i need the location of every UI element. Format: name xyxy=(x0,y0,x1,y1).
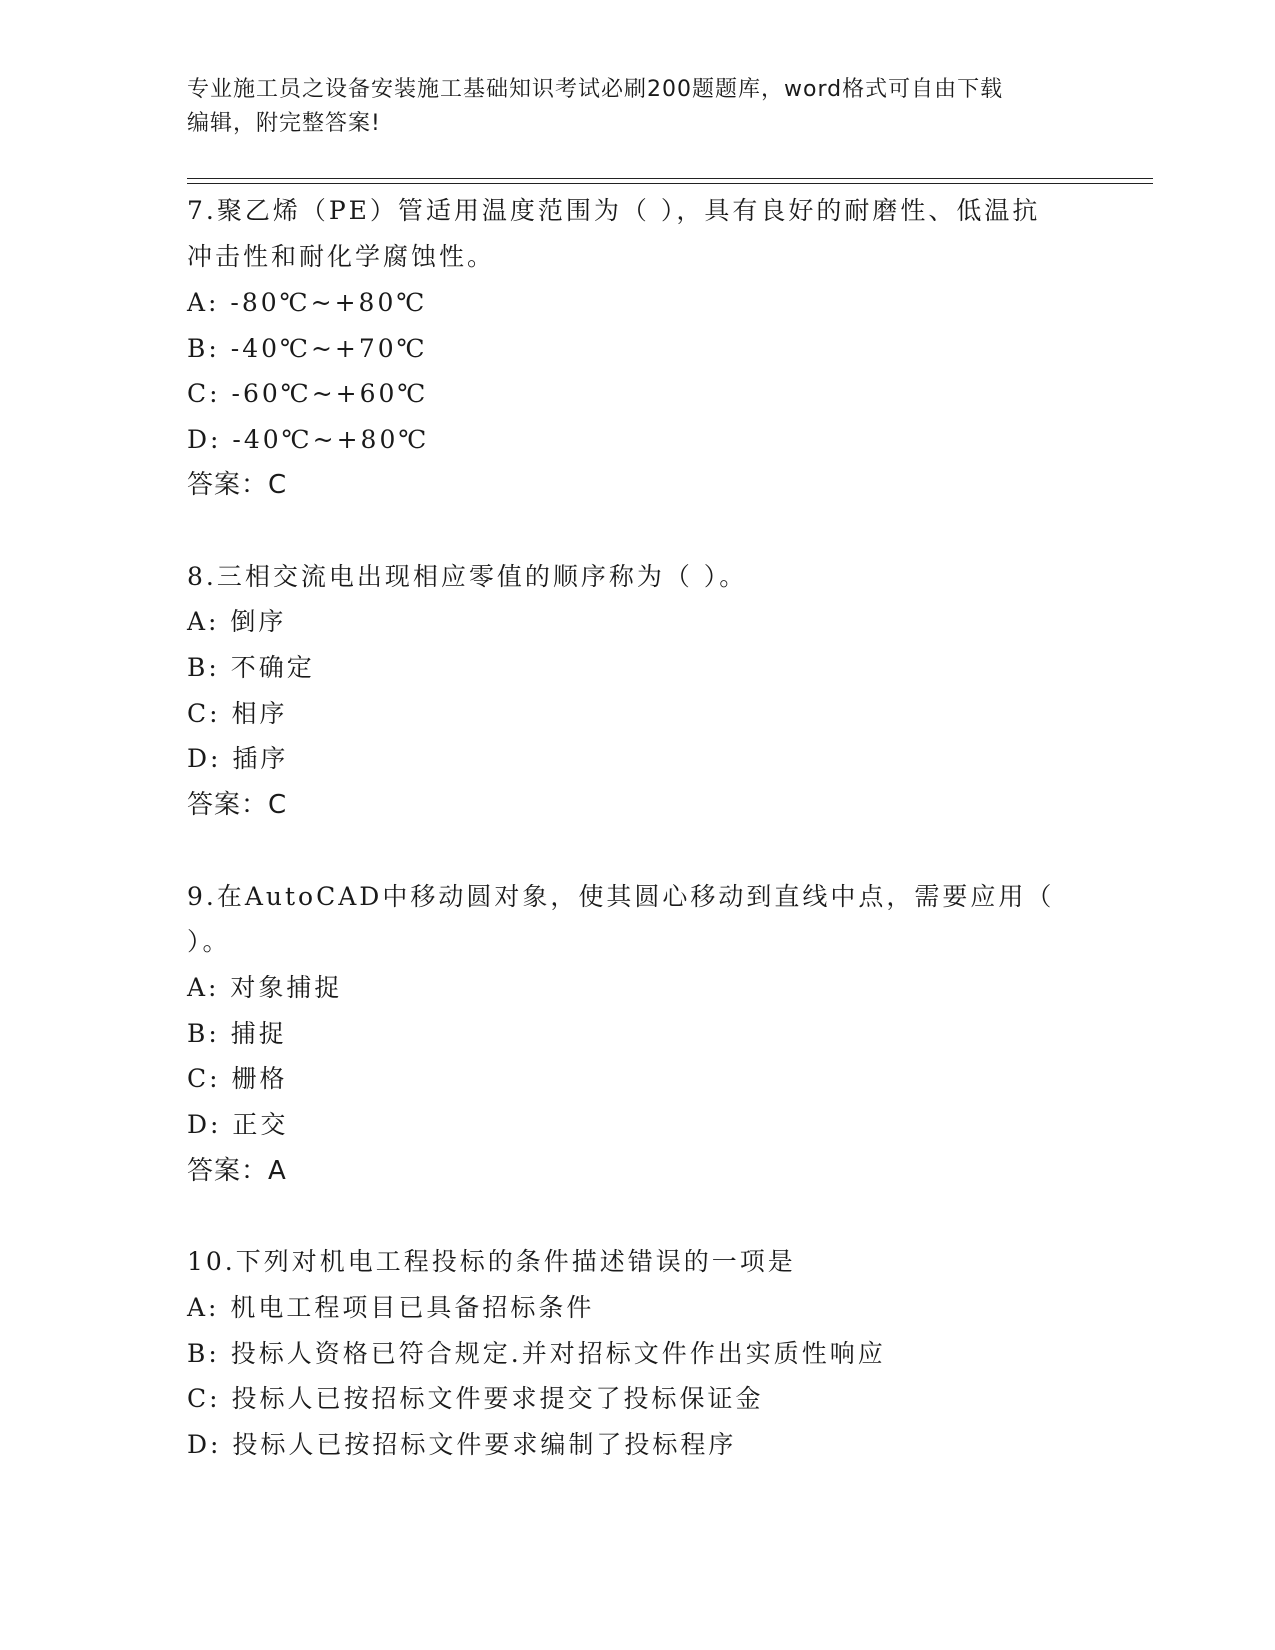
question-7-option-c: C: -60℃~+60℃ xyxy=(187,379,429,408)
header-divider-bottom xyxy=(187,183,1153,184)
question-7-answer: 答案：C xyxy=(187,470,288,500)
question-10-option-a: A: 机电工程项目已具备招标条件 xyxy=(187,1293,595,1322)
question-9-option-c: C: 栅格 xyxy=(187,1064,288,1093)
question-9-option-d: D: 正交 xyxy=(187,1110,289,1139)
question-10-stem: 10.下列对机电工程投标的条件描述错误的一项是 xyxy=(187,1247,796,1276)
header-divider-top xyxy=(187,178,1153,179)
question-9-answer: 答案：A xyxy=(187,1156,287,1186)
question-7-stem-line-1: 7.聚乙烯（PE）管适用温度范围为（ ），具有良好的耐磨性、低温抗 xyxy=(187,196,1041,225)
question-8-stem: 8.三相交流电出现相应零值的顺序称为（ ）。 xyxy=(187,562,748,591)
question-8-option-b: B: 不确定 xyxy=(187,653,315,682)
question-8-option-d: D: 插序 xyxy=(187,744,289,773)
question-8-option-c: C: 相序 xyxy=(187,699,288,728)
question-7-option-d: D: -40℃~+80℃ xyxy=(187,425,430,454)
question-7-option-a: A: -80℃~+80℃ xyxy=(187,288,428,317)
question-7-stem-line-2: 冲击性和耐化学腐蚀性。 xyxy=(187,242,496,271)
question-10-option-b: B: 投标人资格已符合规定.并对招标文件作出实质性响应 xyxy=(187,1339,886,1368)
question-9-option-b: B: 捕捉 xyxy=(187,1019,287,1048)
question-8-answer: 答案：C xyxy=(187,790,288,820)
question-10-option-d: D: 投标人已按招标文件要求编制了投标程序 xyxy=(187,1430,737,1459)
question-7-option-b: B: -40℃~+70℃ xyxy=(187,334,428,363)
document-header-line-1: 专业施工员之设备安装施工基础知识考试必刷200题题库，word格式可自由下载 xyxy=(187,77,1004,102)
question-10-option-c: C: 投标人已按招标文件要求提交了投标保证金 xyxy=(187,1384,764,1413)
question-9-stem-line-2: ）。 xyxy=(187,927,231,956)
question-9-option-a: A: 对象捕捉 xyxy=(187,973,343,1002)
document-header-line-2: 编辑，附完整答案! xyxy=(187,111,381,136)
question-9-stem-line-1: 9.在AutoCAD中移动圆对象，使其圆心移动到直线中点，需要应用（ xyxy=(187,882,1055,911)
question-8-option-a: A: 倒序 xyxy=(187,607,287,636)
